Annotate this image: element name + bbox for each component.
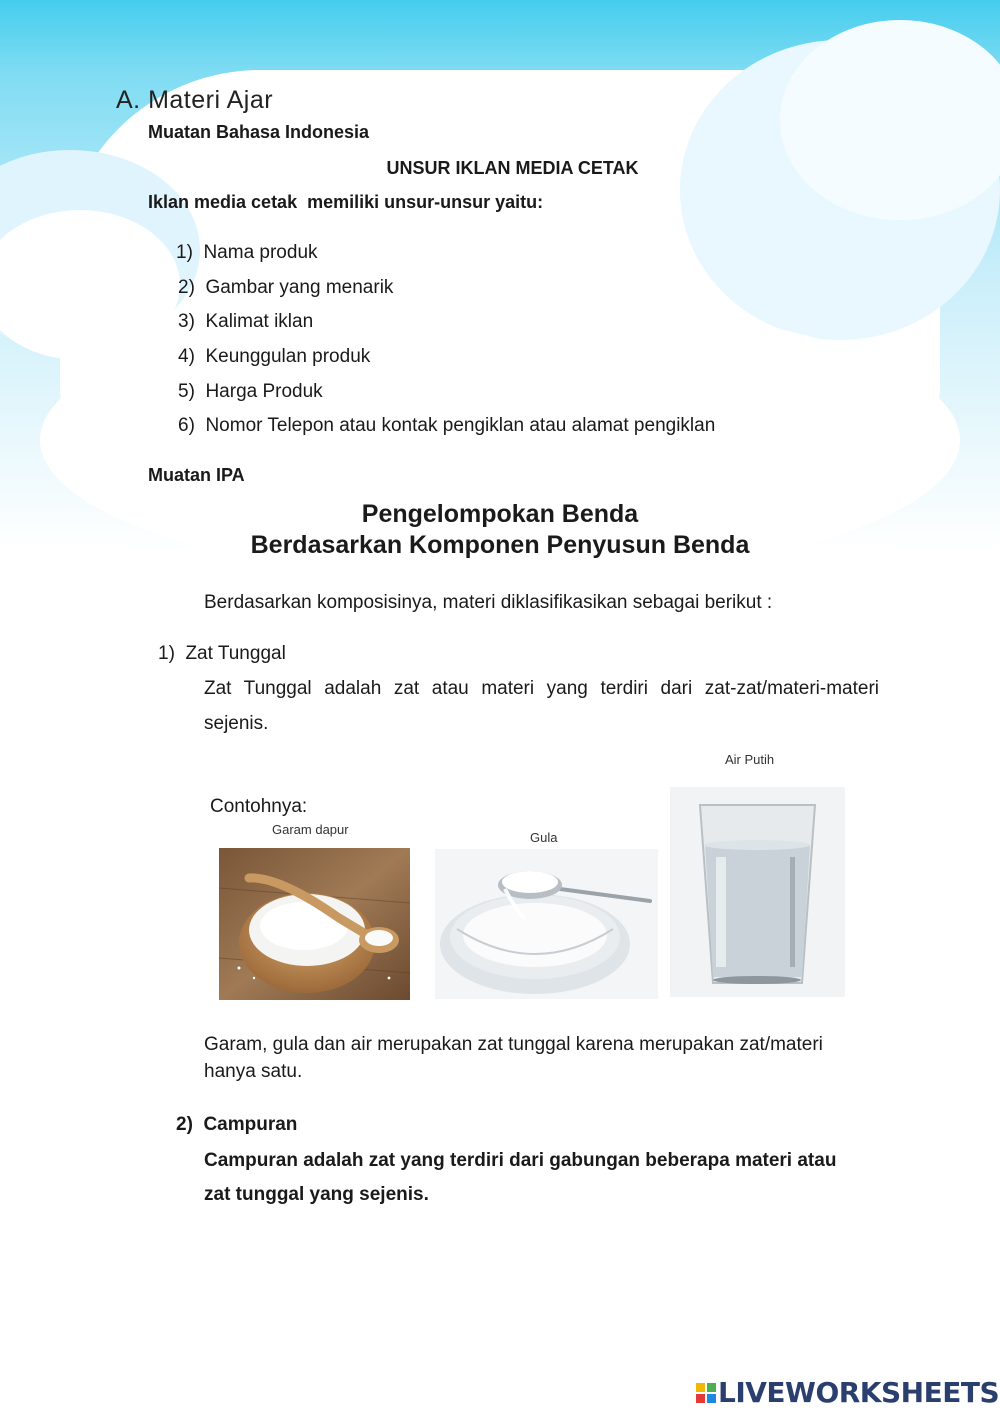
bahasa-title: UNSUR IKLAN MEDIA CETAK [386, 158, 639, 178]
logo-square-red [696, 1394, 705, 1403]
list-item: 5) Harga Produk [178, 381, 323, 402]
bahasa-label: Muatan Bahasa Indonesia [148, 122, 370, 142]
ipa-label: Muatan IPA [148, 465, 245, 485]
list-item: 1) Nama produk [176, 242, 318, 263]
ipa-title-line1: Pengelompokan Benda [361, 500, 639, 528]
zat-tunggal-definition-line2: sejenis. [204, 713, 269, 734]
logo-icon [696, 1383, 716, 1403]
caption-gula: Gula [530, 830, 558, 845]
list-item: 6) Nomor Telepon atau kontak pengiklan atau alamat pengiklan [178, 415, 716, 436]
section-heading: A. Materi Ajar [116, 86, 274, 114]
explanation-line2: hanya satu. [204, 1061, 303, 1082]
liveworksheets-logo [696, 1376, 999, 1409]
bahasa-intro: Iklan media cetak memiliki unsur-unsur yaitu: [148, 192, 544, 212]
list-item: 2) Gambar yang menarik [178, 277, 394, 298]
sugar-bowl-image [435, 849, 658, 999]
logo-text: LIVEWORKSHEETS [718, 1376, 1000, 1409]
water-glass-image [670, 787, 845, 997]
logo-square-blue [707, 1394, 716, 1403]
zat-tunggal-definition-line1: Zat Tunggal adalah zat atau materi yang terdiri dari zat-zat/materi-materi [204, 678, 879, 699]
logo-square-yellow [696, 1383, 705, 1392]
campuran-heading: 2) Campuran [176, 1114, 298, 1135]
campuran-definition-line2: zat tunggal yang sejenis. [204, 1184, 429, 1205]
campuran-definition-line1: Campuran adalah zat yang terdiri dari gabungan beberapa materi atau [204, 1150, 837, 1171]
salt-bowl-image [219, 848, 410, 1000]
zat-tunggal-heading: 1) Zat Tunggal [158, 643, 286, 664]
list-item: 4) Keunggulan produk [178, 346, 371, 367]
logo-square-green [707, 1383, 716, 1392]
ipa-title-line2: Berdasarkan Komponen Penyusun Benda [250, 531, 750, 559]
explanation-line1: Garam, gula dan air merupakan zat tunggal karena merupakan zat/materi [204, 1034, 823, 1055]
list-item: 3) Kalimat iklan [178, 311, 314, 332]
ipa-intro: Berdasarkan komposisinya, materi diklasifikasikan sebagai berikut : [204, 592, 773, 613]
caption-air-putih: Air Putih [725, 752, 775, 767]
examples-label: Contohnya: [210, 796, 308, 817]
caption-garam: Garam dapur [272, 822, 349, 837]
